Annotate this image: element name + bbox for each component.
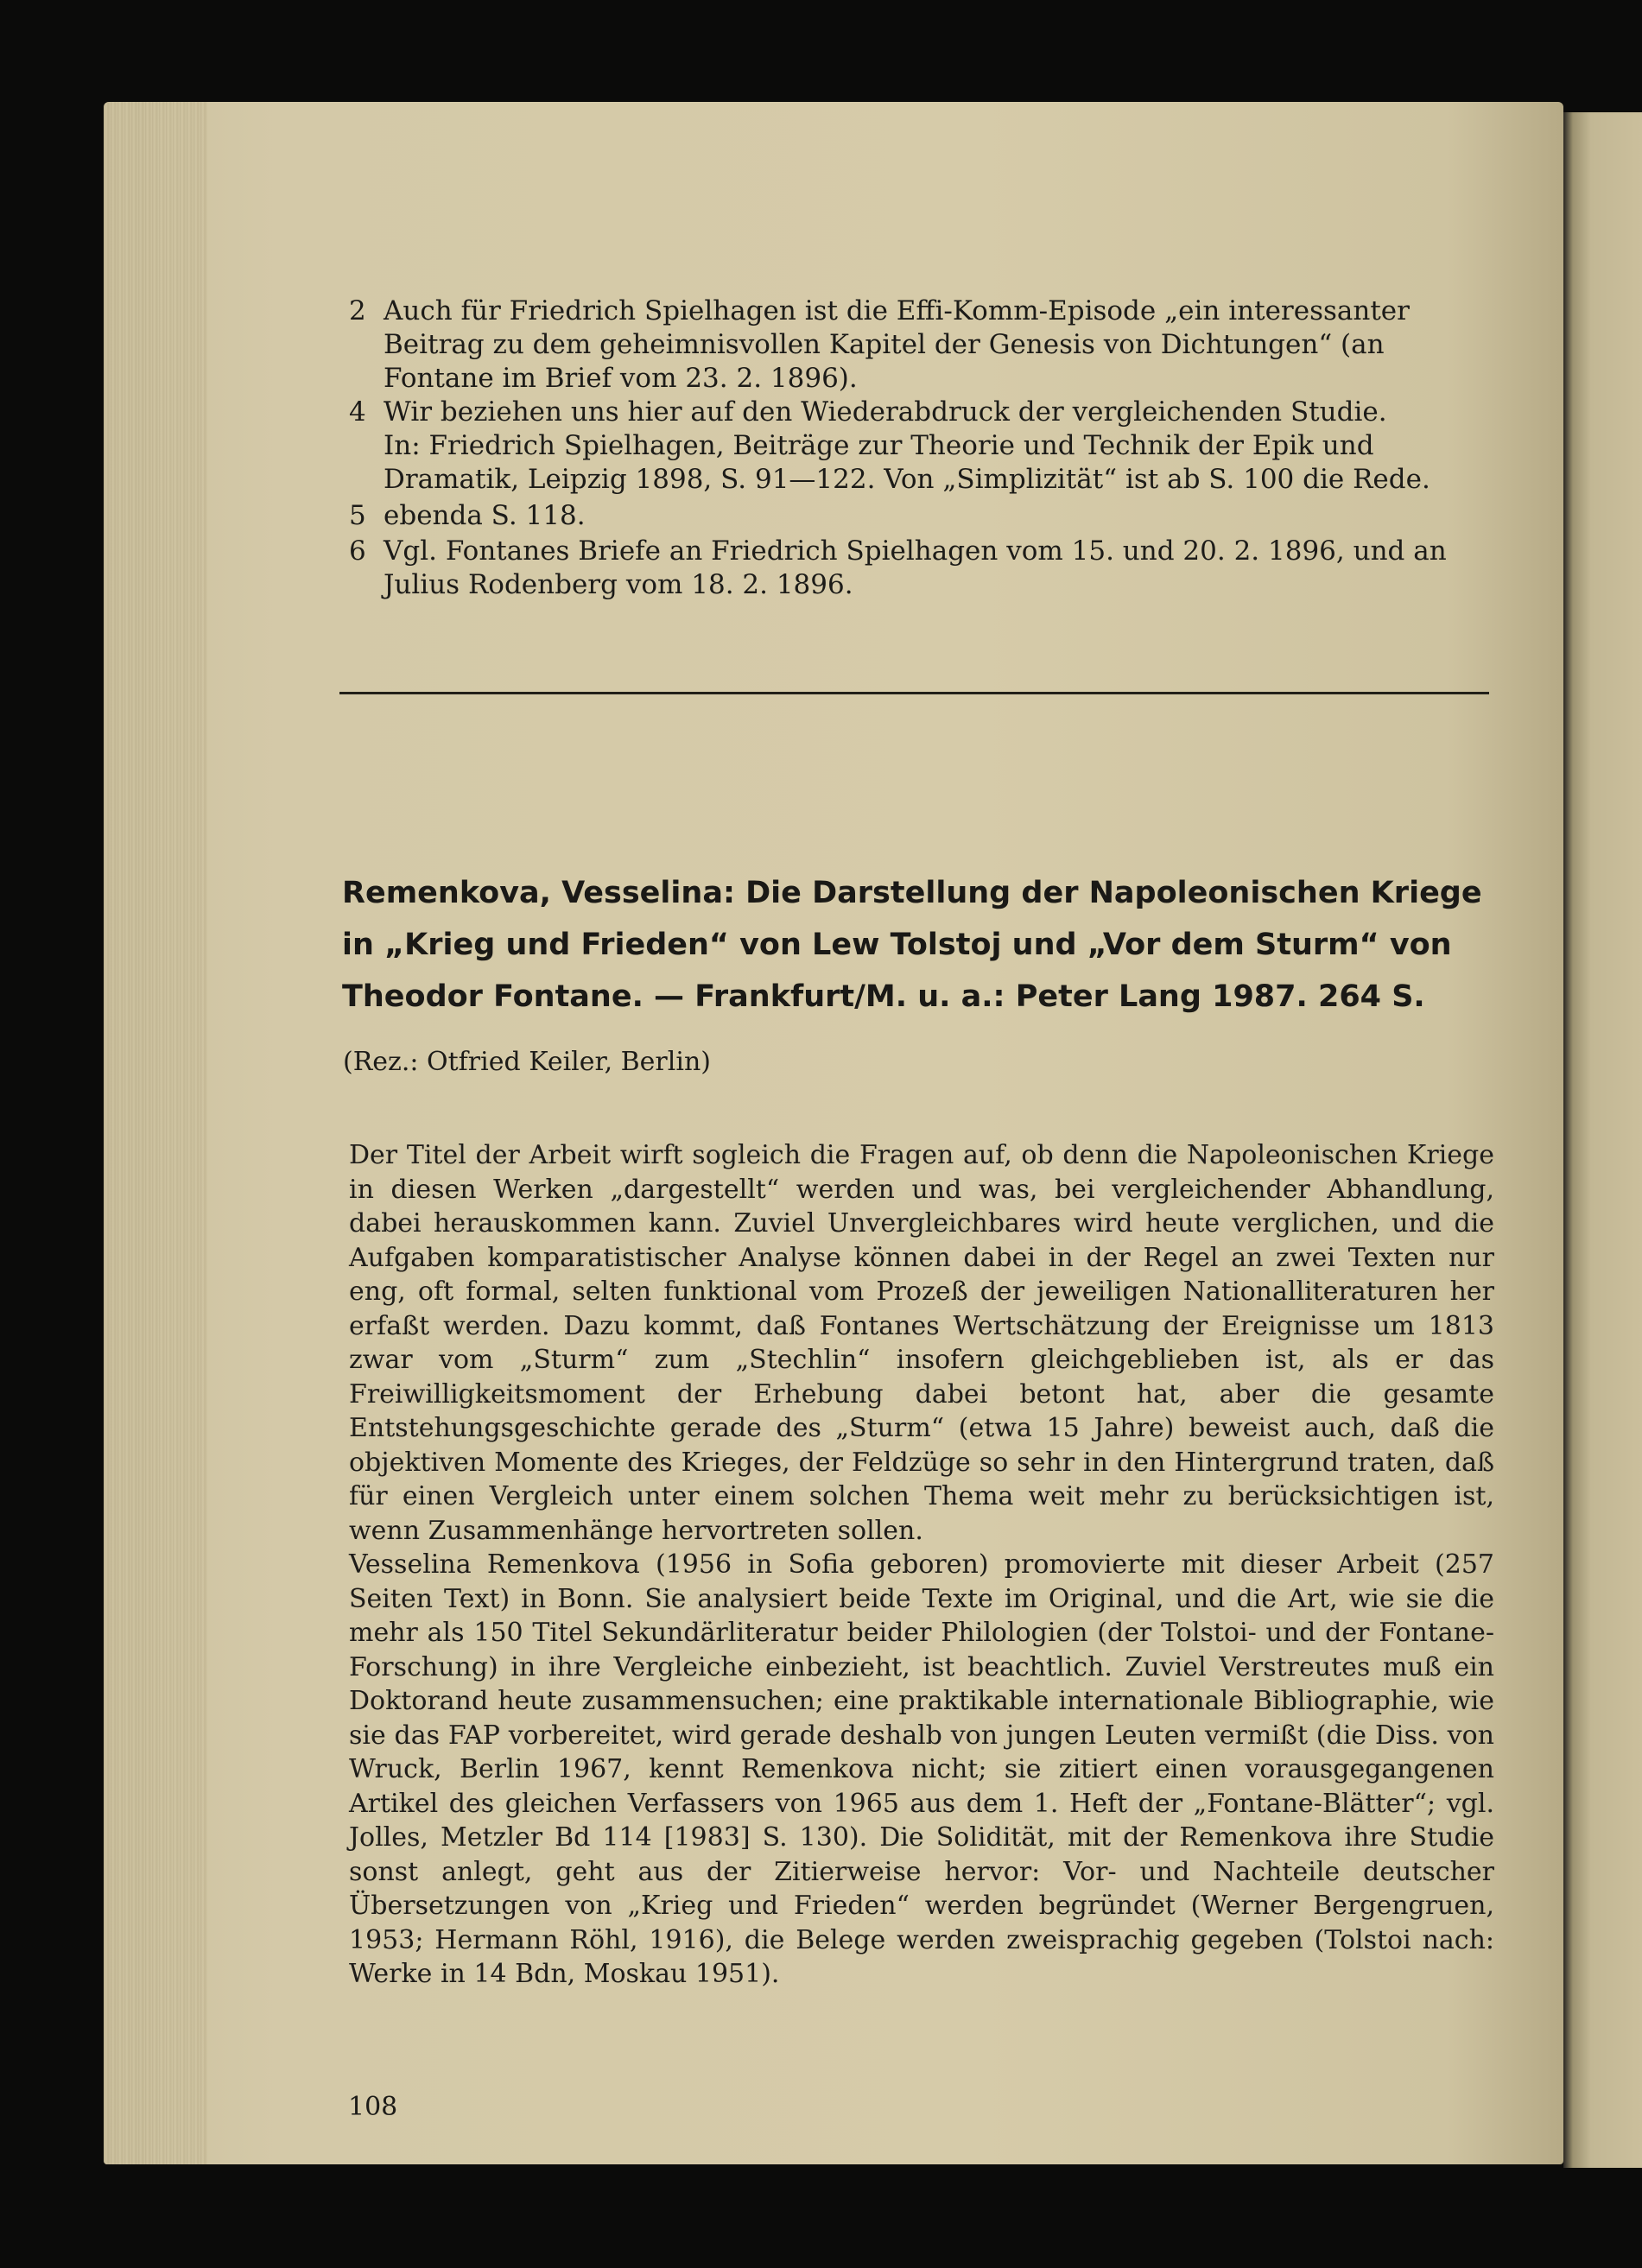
footnote-line: Vgl. Fontanes Briefe an Friedrich Spielhagen vom 15. und 20. 2. 1896, und an — [384, 535, 1447, 567]
facing-page-edge — [1563, 112, 1642, 2168]
review-heading-line: Remenkova, Vesselina: Die Darstellung der Napoleonischen Kriege — [342, 876, 1482, 910]
footnote-number: 2 — [349, 295, 366, 326]
footnote-line: Fontane im Brief vom 23. 2. 1896). — [384, 363, 858, 394]
footnote-number: 5 — [349, 500, 366, 531]
footnote-line: ebenda S. 118. — [384, 500, 586, 531]
page-number: 108 — [348, 2092, 398, 2122]
footnote-2 — [349, 295, 1527, 396]
footnote-line: In: Friedrich Spielhagen, Beiträge zur Theorie und Technik der Epik und — [384, 430, 1374, 461]
review-heading — [342, 867, 1499, 1023]
footnote-line: Wir beziehen uns hier auf den Wiederabdruck der vergleichenden Studie. — [384, 396, 1387, 428]
footnote-line: Beitrag zu dem geheimnisvollen Kapitel der Genesis von Dichtungen“ (an — [384, 329, 1385, 360]
footnote-number: 4 — [349, 396, 366, 428]
page-stack-edges — [104, 102, 207, 2164]
reviewer-credit: (Rez.: Otfried Keiler, Berlin) — [343, 1047, 711, 1077]
review-heading-line: in „Krieg und Frieden“ von Lew Tolstoj und „Vor dem Sturm“ von — [342, 928, 1452, 962]
review-heading-line: Theodor Fontane. — Frankfurt/M. u. a.: Peter Lang 1987. 264 S. — [342, 979, 1425, 1014]
footnote-number: 6 — [349, 535, 366, 567]
review-body — [349, 1138, 1494, 1992]
footnote-line: Dramatik, Leipzig 1898, S. 91—122. Von „Simplizität“ ist ab S. 100 die Rede. — [384, 464, 1430, 495]
footnote-4 — [349, 396, 1527, 497]
footnote-line: Auch für Friedrich Spielhagen ist die Effi-Komm-Episode „ein interessanter — [384, 295, 1410, 326]
footnote-5 — [349, 499, 1527, 533]
review-paragraph: Vesselina Remenkova (1956 in Sofia geboren) promovierte mit dieser Arbeit (257 Seiten Text) in Bonn. Sie analysiert beide Texte im Original, und die Art, wie sie die mehr als 150 Titel Sekundärliteratur beider Philologien (der Tolstoi- und der Fontane-Forschung) in ihre Vergleiche einbezieht, ist beachtlich. Zuviel Verstreutes muß ein Doktorand heute zusammensuchen; eine praktikable internationale Bibliographie, wie sie das FAP vorbereitet, wird gerade deshalb von jungen Leuten vermißt (die Diss. von Wruck, Berlin 1967, kennt Remenkova nicht; sie zitiert einen vorausgegangenen Artikel des gleichen Verfassers von 1965 aus dem 1. Heft der „Fontane-Blätter“; vgl. Jolles, Metzler Bd 114 [1983] S. 130). Die Solidität, mit der Remenkova ihre Studie sonst anlegt, geht aus der Zitierweise hervor: Vor- und Nachteile deutscher Übersetzungen von „Krieg und Frieden“ werden begründet (Werner Bergengruen, 1953; Hermann Röhl, 1916), die Belege werden zweisprachig gegeben (Tolstoi nach: Werke in 14 Bdn, Moskau 1951). — [349, 1549, 1494, 1989]
footnote-6 — [349, 535, 1527, 602]
footnote-line: Julius Rodenberg vom 18. 2. 1896. — [384, 569, 853, 600]
section-divider — [339, 692, 1489, 694]
review-paragraph: Der Titel der Arbeit wirft sogleich die Fragen auf, ob denn die Napoleonischen Kriege in diesen Werken „dargestellt“ werden und was, bei vergleichender Abhandlung, dabei herauskommen kann. Zuviel Unvergleichbares wird heute verglichen, und die Aufgaben komparatistischer Analyse können dabei in der Regel an zwei Texten nur eng, oft formal, selten funktional vom Prozeß der jeweiligen Nationalliteraturen her erfaßt werden. Dazu kommt, daß Fontanes Wertschätzung der Ereignisse um 1813 zwar vom „Sturm“ zum „Stechlin“ insofern gleichgeblieben ist, als er das Freiwilligkeitsmoment der Erhebung dabei betont hat, aber die gesamte Entstehungsgeschichte gerade des „Sturm“ (etwa 15 Jahre) beweist auch, daß die objektiven Momente des Krieges, der Feldzüge so sehr in den Hintergrund traten, daß für einen Vergleich unter einem solchen Thema weit mehr zu berücksichtigen ist, wenn Zusammenhänge hervortreten sollen. — [349, 1140, 1494, 1546]
